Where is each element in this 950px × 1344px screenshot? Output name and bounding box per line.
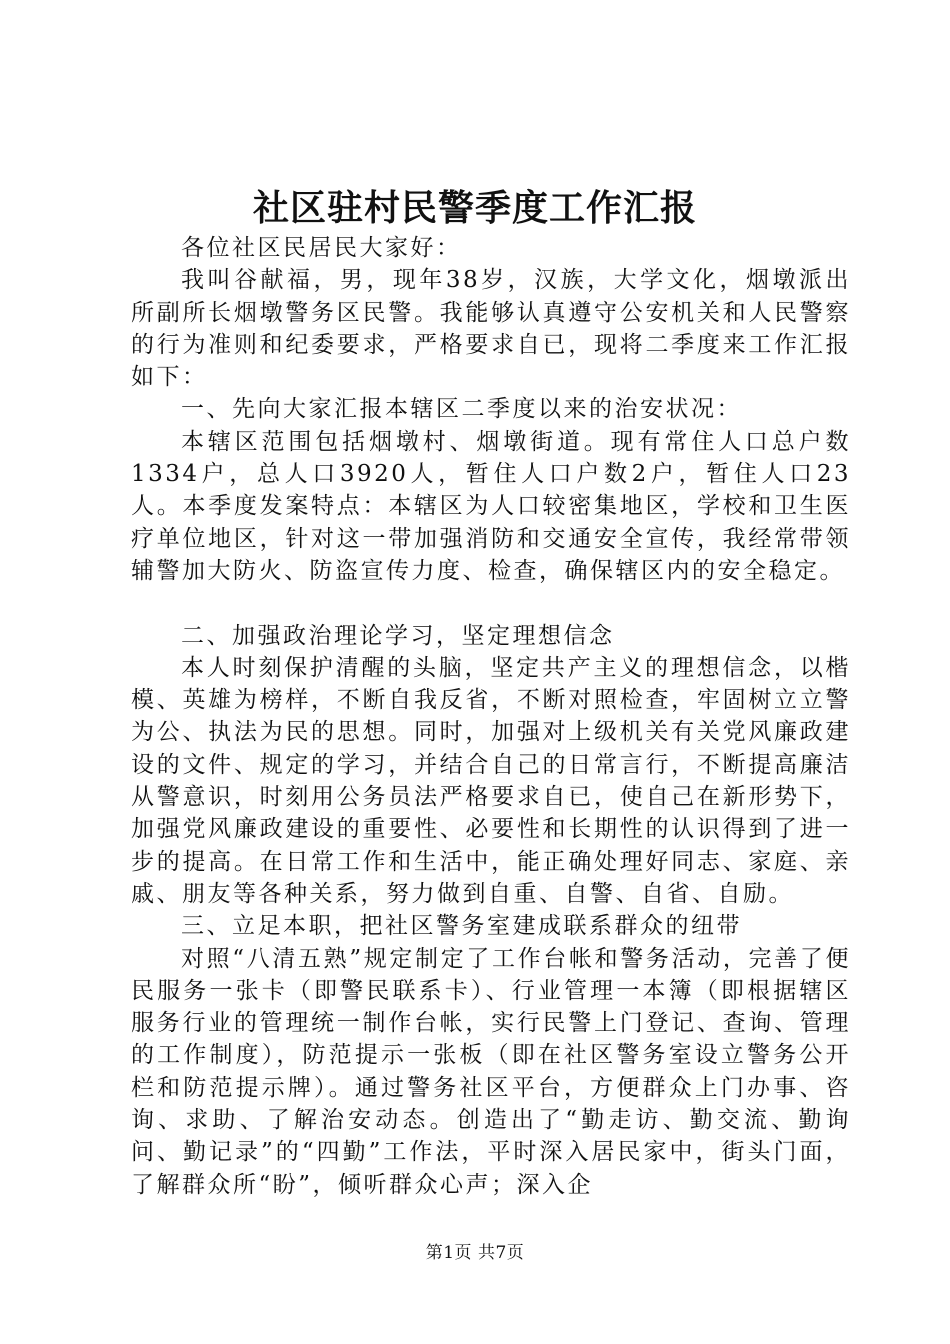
intro-paragraph: 我叫谷献福，男，现年38岁，汉族，大学文化，烟墩派出所副所长烟墩警务区民警。我能够认真遵守公安机关和人民警察的行为准则和纪委要求，严格要求自已，现将二季度来工作汇报如下： [131, 267, 851, 391]
security-status-paragraph: 本辖区范围包括烟墩村、烟墩街道。现有常住人口总户数1334户，总人口3920人，暂住人口户数2户，暂住人口23人。本季度发案特点：本辖区为人口较密集地区，学校和卫生医疗单位地区，针对这一带加强消防和交通安全宣传，我经常带领辅警加大防火、防盗宣传力度、检查，确保辖区内的安全稳定。 [131, 428, 851, 584]
section-heading-1: 一、先向大家汇报本辖区二季度以来的治安状况： [181, 396, 742, 423]
political-study-paragraph: 本人时刻保护清醒的头脑，坚定共产主义的理想信念，以楷模、英雄为榜样，不断自我反省，不断对照检查，牢固树立立警为公、执法为民的思想。同时，加强对上级机关有关党风廉政建设的文件、规定的学习，并结合自己的日常言行，不断提高廉洁从警意识，时刻用公务员法严格要求自已，使自己在新形势下，加强党风廉政建设的重要性、必要性和长期性的认识得到了进一步的提高。在日常工作和生活中，能正确处理好同志、家庭、亲戚、朋友等各种关系，努力做到自重、自警、自省、自励。 [131, 654, 851, 907]
document-title: 社区驻村民警季度工作汇报 [252, 187, 697, 229]
blank-line [131, 587, 851, 619]
greeting-paragraph: 各位社区民居民大家好： [181, 235, 462, 261]
police-office-paragraph: 对照“八清五熟”规定制定了工作台帐和警务活动，完善了便民服务一张卡（即警民联系卡）、行业管理一本簿（即根据辖区服务行业的管理统一制作台帐，实行民警上门登记、查询、管理的工作制度），防范提示一张板（即在社区警务室设立警务公开栏和防范提示牌）。通过警务社区平台，方便群众上门办事、咨询、求助、了解治安动态。创造出了“勤走访、勤交流、勤询问、勤记录”的“四勤”工作法，平时深入居民家中，街头门面，了解群众所“盼”，倾听群众心声；深入企 [131, 945, 851, 1198]
document-body [131, 232, 851, 1201]
page-footer: 第1页 共7页 [425, 1243, 525, 1263]
section-heading-3: 三、立足本职，把社区警务室建成联系群众的纽带 [181, 913, 742, 940]
section-heading-2: 二、加强政治理论学习，坚定理想信念 [181, 622, 615, 649]
